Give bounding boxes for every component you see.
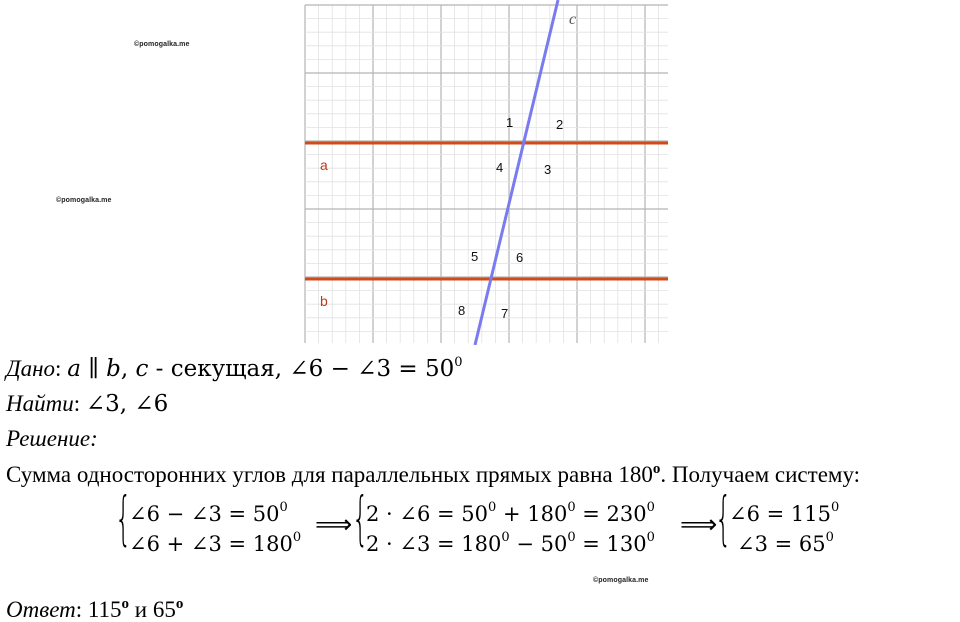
line-a-label: a xyxy=(320,157,328,173)
angle-label-2: 2 xyxy=(556,117,564,132)
answer-label: Ответ xyxy=(6,597,76,622)
angle-label-6: 6 xyxy=(516,250,524,265)
degree-sign: o xyxy=(652,461,661,477)
line-c-label: c xyxy=(569,11,577,28)
answer-text: : 115 xyxy=(75,597,122,622)
degree-sign: o xyxy=(175,596,184,612)
given-label: Дано xyxy=(6,356,56,381)
geometry-figure xyxy=(300,0,670,345)
given-text: 𝑎 ∥ 𝑏, 𝑐 - секущая, ∠6 − ∠3 = 50 xyxy=(67,356,455,382)
system2-eq1: 2 · ∠6 = $50^0 + 180^0 = 230^0$ xyxy=(366,500,655,526)
left-brace: { xyxy=(352,484,369,552)
find-line: Найти: ∠3, ∠6 xyxy=(6,391,169,417)
watermark: ©pomogalka.me xyxy=(593,577,649,584)
system2-eq2: 2 · ∠3 = $180^0 - 50^0 = 130^0$ xyxy=(366,530,655,556)
angle-label-8: 8 xyxy=(458,303,466,318)
system1-eq1: ∠6 − ∠3 = $50^0$ xyxy=(129,500,288,526)
find-text: ∠3, ∠6 xyxy=(85,391,169,417)
line-b-label: b xyxy=(320,293,328,309)
degree-sup: 0 xyxy=(454,355,463,370)
system3-eq1: ∠6 = $115^0$ xyxy=(729,500,840,526)
theorem-text: Сумма односторонних углов для параллельных прямых равна 180 xyxy=(6,462,653,487)
angle-label-7: 7 xyxy=(501,306,509,321)
degree-sign: o xyxy=(121,596,130,612)
implies-arrow: ⟹ xyxy=(315,510,353,540)
theorem-line xyxy=(6,462,860,486)
watermark: ©pomogalka.me xyxy=(56,197,112,204)
left-brace: { xyxy=(115,484,132,552)
system3-eq2: ∠3 = $65^0$ xyxy=(737,530,834,556)
angle-label-1: 1 xyxy=(506,115,514,130)
watermark: ©pomogalka.me xyxy=(134,41,190,48)
angle-label-3: 3 xyxy=(544,162,552,177)
answer-line xyxy=(6,597,183,621)
given-line: Дано: 𝑎 ∥ 𝑏, 𝑐 - секущая, ∠6 − ∠3 = $50^0$ xyxy=(6,355,463,382)
angle-label-4: 4 xyxy=(496,160,504,175)
solution-label: Решение: xyxy=(6,426,98,451)
theorem-after: . Получаем систему: xyxy=(660,462,861,487)
find-label: Найти xyxy=(6,391,74,416)
left-brace: { xyxy=(715,484,732,552)
system1-eq2: ∠6 + ∠3 = $180^0$ xyxy=(129,530,302,556)
answer-mid: и 65 xyxy=(129,597,176,622)
angle-label-5: 5 xyxy=(471,249,479,264)
implies-arrow: ⟹ xyxy=(680,510,718,540)
